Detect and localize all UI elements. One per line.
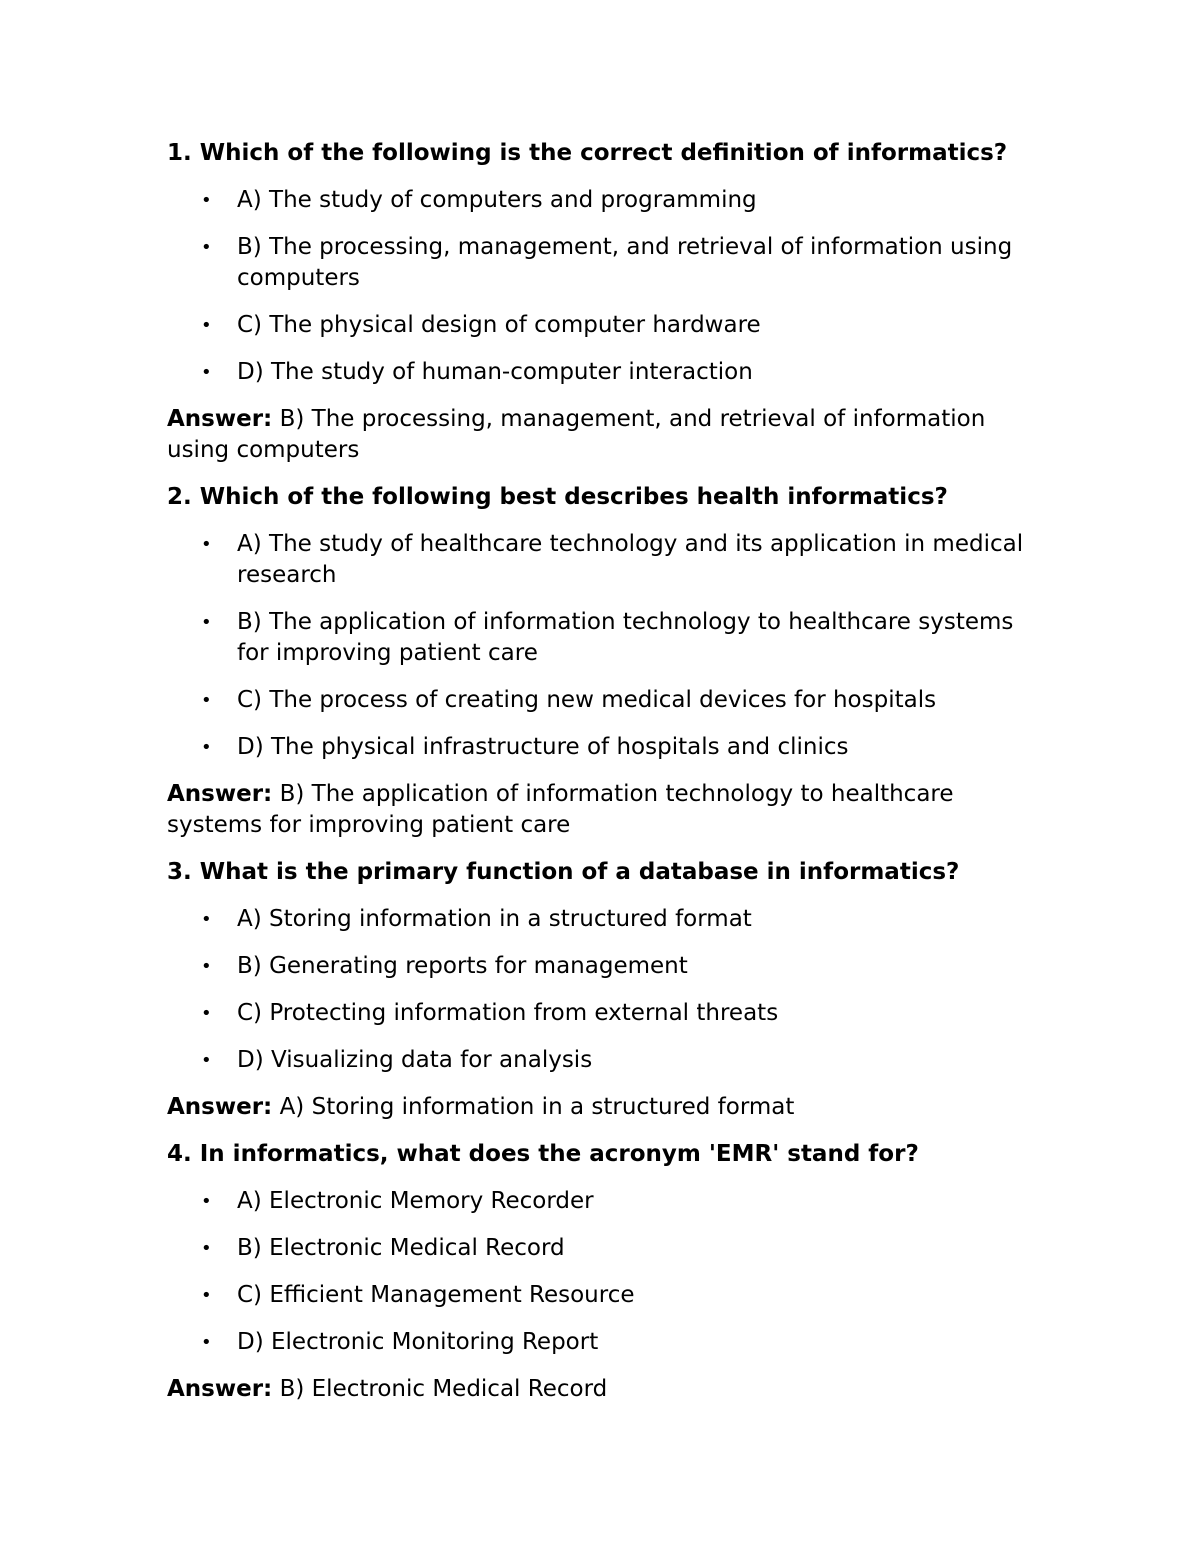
answer-label: Answer: [167, 1376, 273, 1402]
option-item [167, 1280, 1047, 1311]
options-list [167, 529, 1047, 763]
question-prompt: 1. Which of the following is the correct definition of informatics? [167, 140, 1008, 166]
option-text: C) Efficient Management Resource [237, 1282, 635, 1308]
option-text: D) Visualizing data for analysis [237, 1047, 593, 1073]
question-block [167, 1139, 1047, 1405]
option-item [167, 1233, 1047, 1264]
bullet-icon: • [201, 1003, 212, 1024]
answer-line [167, 1092, 1047, 1123]
option-item [167, 232, 1047, 294]
question-block [167, 482, 1047, 841]
question-block [167, 138, 1047, 466]
option-item [167, 1327, 1047, 1358]
bullet-icon: • [201, 362, 212, 383]
option-text: C) The physical design of computer hardware [237, 312, 761, 338]
answer-label: Answer: [167, 406, 273, 432]
answer-line [167, 404, 1047, 466]
option-text: A) Electronic Memory Recorder [237, 1188, 594, 1214]
option-text: D) The physical infrastructure of hospitals and clinics [237, 734, 849, 760]
bullet-icon: • [201, 237, 212, 258]
answer-line [167, 779, 1047, 841]
option-item [167, 185, 1047, 216]
question-prompt: 2. Which of the following best describes health informatics? [167, 484, 948, 510]
answer-text: B) The processing, management, and retrieval of information using computers [167, 406, 986, 463]
option-item [167, 607, 1047, 669]
option-text: A) The study of computers and programming [237, 187, 757, 213]
answer-text: B) The application of information technology to healthcare systems for improving patient care [167, 781, 954, 838]
bullet-icon: • [201, 1285, 212, 1306]
bullet-icon: • [201, 737, 212, 758]
bullet-icon: • [201, 956, 212, 977]
option-item [167, 357, 1047, 388]
option-text: B) Electronic Medical Record [237, 1235, 565, 1261]
option-text: B) The processing, management, and retrieval of information using computers [237, 234, 1013, 291]
option-text: D) Electronic Monitoring Report [237, 1329, 599, 1355]
option-item [167, 310, 1047, 341]
option-item [167, 904, 1047, 935]
option-text: A) Storing information in a structured format [237, 906, 752, 932]
bullet-icon: • [201, 190, 212, 211]
bullet-icon: • [201, 534, 212, 555]
option-item [167, 685, 1047, 716]
option-item [167, 1186, 1047, 1217]
option-item [167, 1045, 1047, 1076]
bullet-icon: • [201, 1332, 212, 1353]
answer-label: Answer: [167, 781, 273, 807]
option-item [167, 951, 1047, 982]
option-text: A) The study of healthcare technology and its application in medical research [237, 531, 1024, 588]
bullet-icon: • [201, 1238, 212, 1259]
option-text: C) Protecting information from external threats [237, 1000, 779, 1026]
option-text: D) The study of human-computer interaction [237, 359, 753, 385]
answer-label: Answer: [167, 1094, 273, 1120]
option-text: B) The application of information technology to healthcare systems for improving patient care [237, 609, 1014, 666]
options-list [167, 1186, 1047, 1358]
answer-text: B) Electronic Medical Record [279, 1376, 608, 1402]
document-page [167, 138, 1047, 1421]
answer-text: A) Storing information in a structured format [279, 1094, 795, 1120]
options-list [167, 185, 1047, 388]
bullet-icon: • [201, 690, 212, 711]
option-text: C) The process of creating new medical devices for hospitals [237, 687, 937, 713]
bullet-icon: • [201, 909, 212, 930]
bullet-icon: • [201, 1050, 212, 1071]
question-prompt: 3. What is the primary function of a database in informatics? [167, 859, 960, 885]
options-list [167, 904, 1047, 1076]
answer-line [167, 1374, 1047, 1405]
question-prompt: 4. In informatics, what does the acronym 'EMR' stand for? [167, 1141, 919, 1167]
option-text: B) Generating reports for management [237, 953, 688, 979]
option-item [167, 998, 1047, 1029]
option-item [167, 529, 1047, 591]
bullet-icon: • [201, 315, 212, 336]
bullet-icon: • [201, 612, 212, 633]
question-block [167, 857, 1047, 1123]
option-item [167, 732, 1047, 763]
bullet-icon: • [201, 1191, 212, 1212]
